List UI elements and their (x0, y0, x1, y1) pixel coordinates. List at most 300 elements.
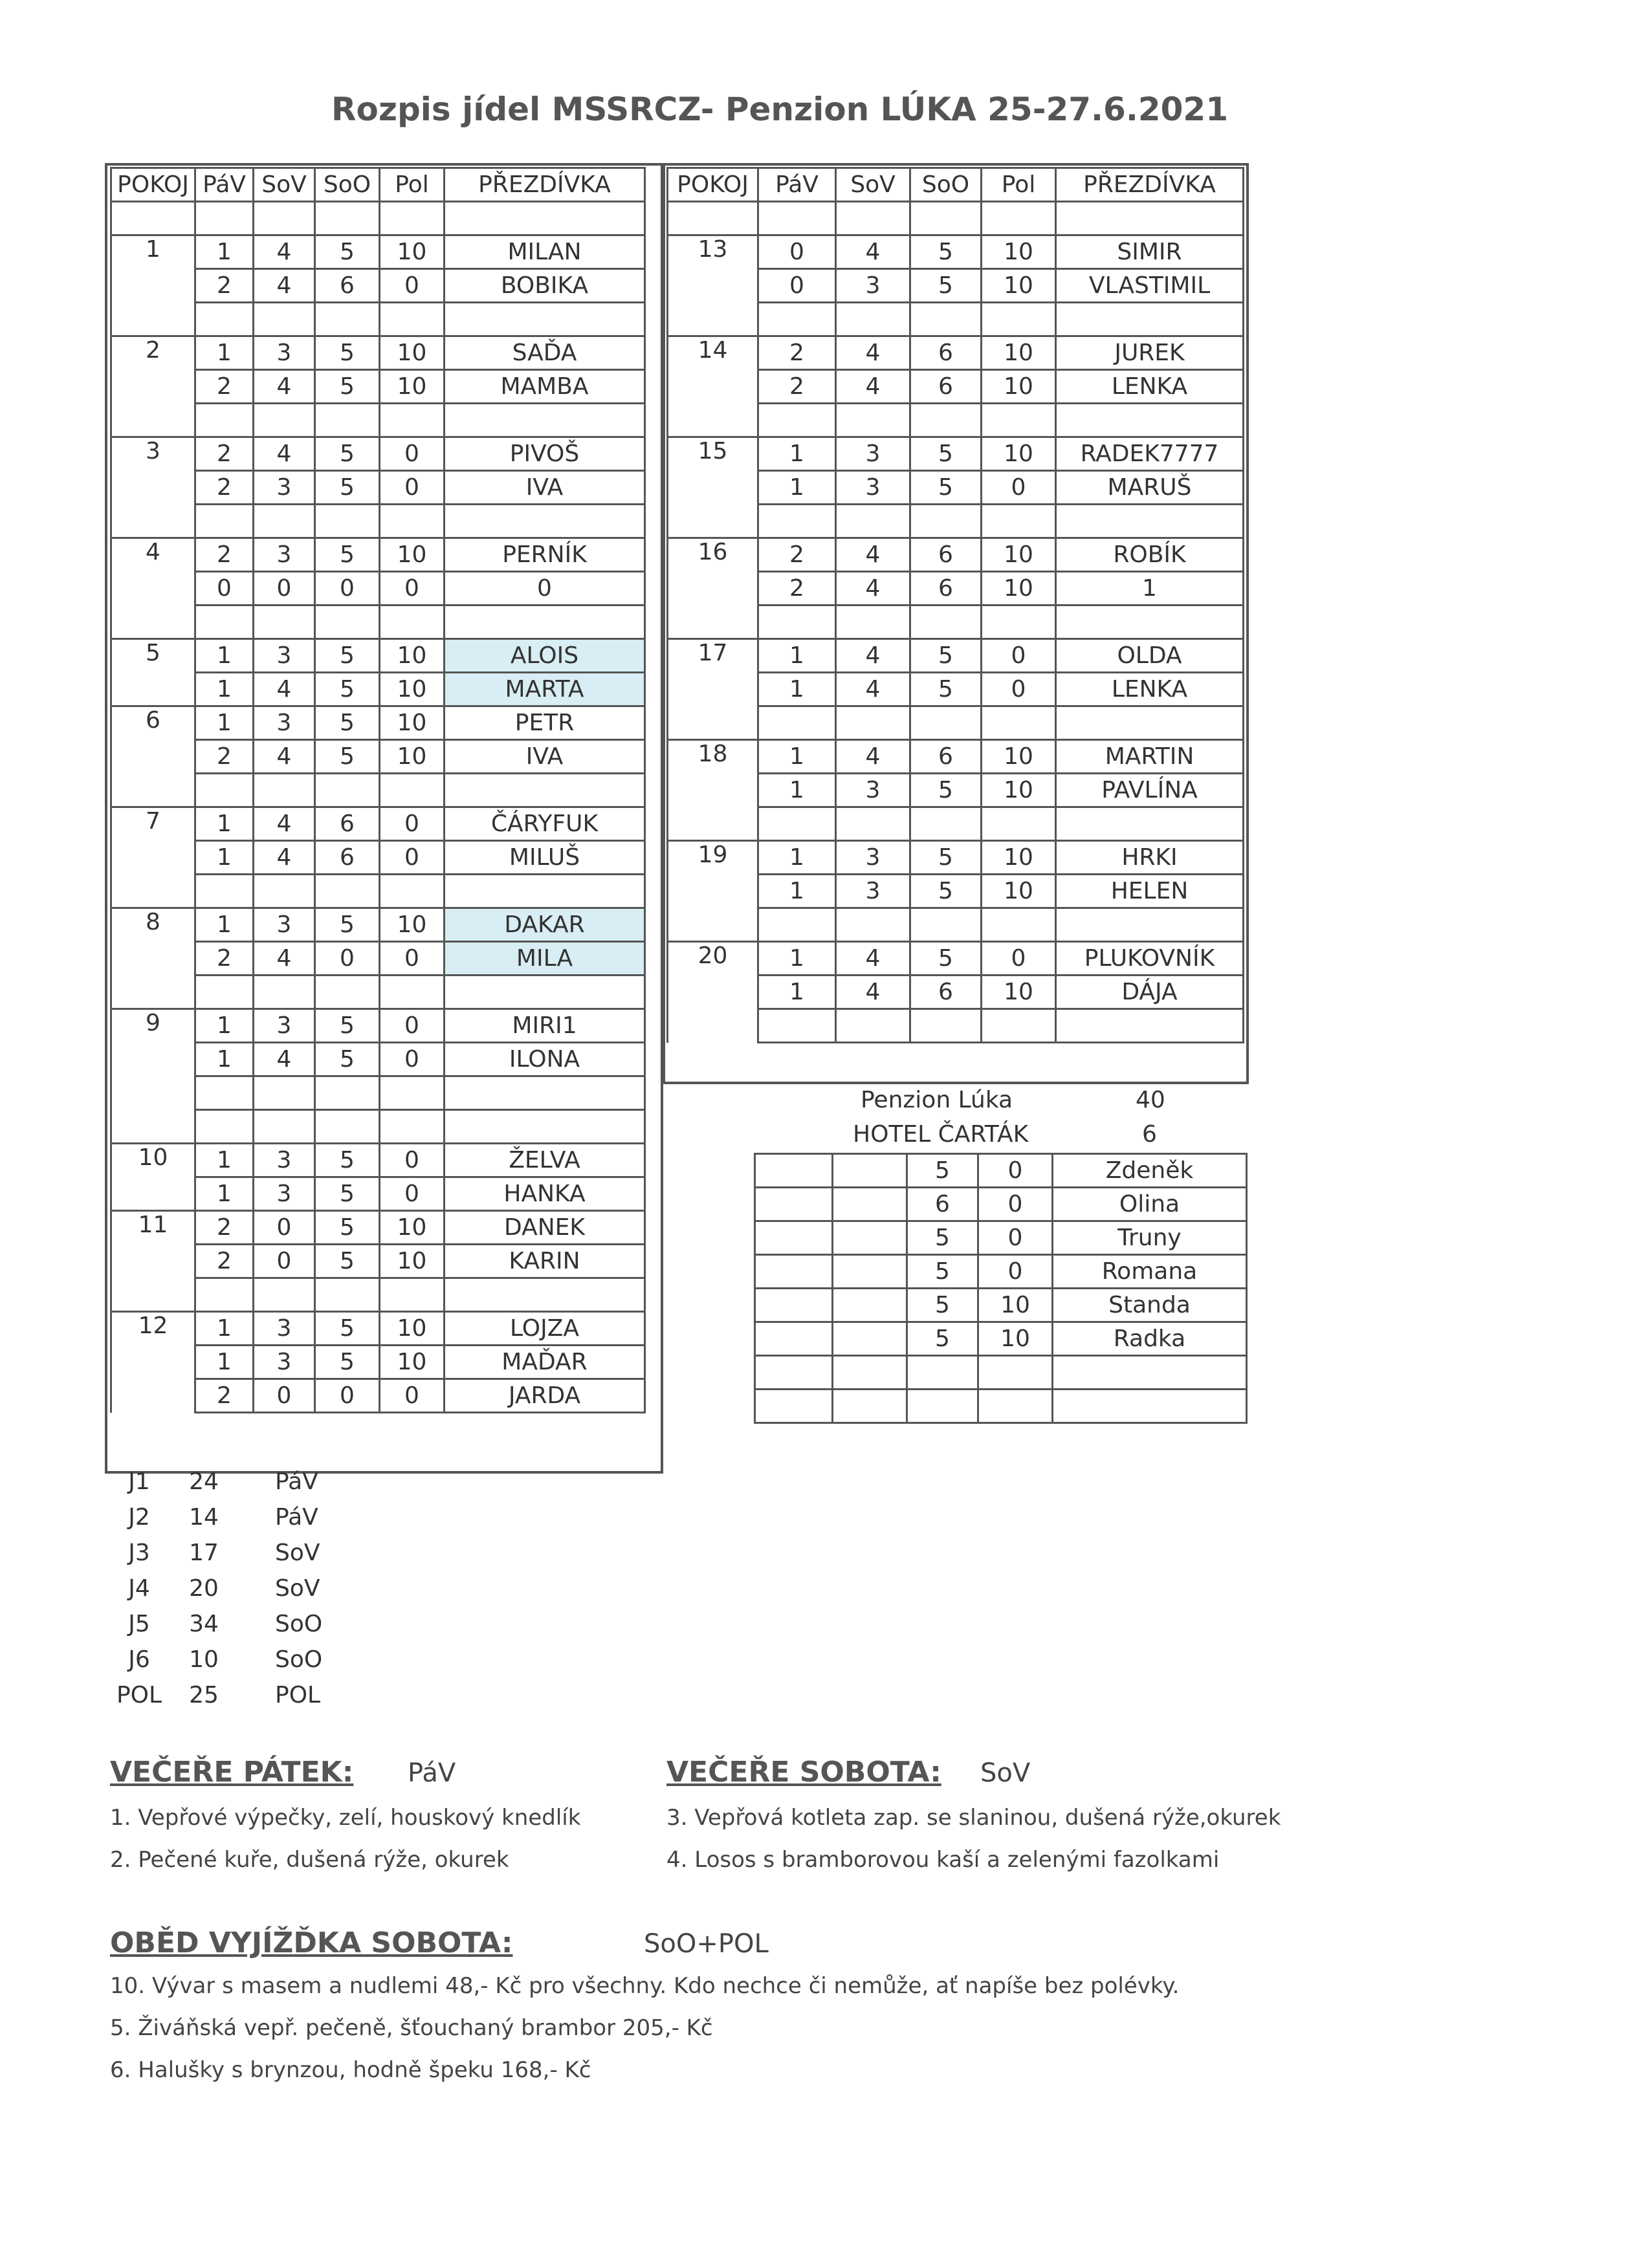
right-value-cell: 4 (836, 740, 910, 774)
left-value-cell (315, 1110, 380, 1144)
extra-cell: 10 (978, 1289, 1053, 1322)
left-value-cell: 4 (254, 942, 315, 976)
left-value-cell: 0 (380, 1009, 445, 1043)
left-nickname-cell: PERNÍK (445, 538, 645, 572)
left-value-cell: 5 (315, 370, 380, 404)
right-value-cell: 10 (982, 269, 1056, 303)
right-value-cell: 10 (982, 538, 1056, 572)
extra-cell (978, 1356, 1053, 1390)
left-value-cell: 3 (254, 471, 315, 505)
right-room-cell (668, 471, 758, 505)
extra-cell (833, 1188, 907, 1221)
left-header-cell: Pol (380, 168, 445, 202)
left-value-cell: 4 (254, 807, 315, 841)
left-nickname-cell: LOJZA (445, 1312, 645, 1346)
left-value-cell: 0 (315, 572, 380, 605)
extra-cell: 0 (978, 1221, 1053, 1255)
left-nickname-cell: ČÁRYFUK (445, 807, 645, 841)
table-row (755, 1356, 1247, 1390)
left-value-cell: 5 (315, 1177, 380, 1211)
table-row (111, 471, 645, 505)
table-row (111, 1312, 645, 1346)
left-header-cell: SoO (315, 168, 380, 202)
left-value-cell (315, 1076, 380, 1110)
extra-cell: Olina (1053, 1188, 1247, 1221)
right-value-cell: 5 (910, 841, 982, 875)
table-row (111, 1110, 645, 1144)
right-value-cell: 1 (758, 976, 836, 1009)
right-value-cell: 10 (982, 841, 1056, 875)
right-value-cell (758, 605, 836, 639)
left-room-cell (111, 1245, 195, 1278)
table-row (668, 336, 1244, 370)
right-value-cell (910, 605, 982, 639)
left-nickname-cell: IVA (445, 471, 645, 505)
left-value-cell: 3 (254, 1346, 315, 1379)
extra-cell: Romana (1053, 1255, 1247, 1289)
left-value-cell: 1 (195, 1346, 254, 1379)
left-value-cell: 4 (254, 1043, 315, 1076)
right-room-cell: 18 (668, 740, 758, 774)
left-room-cell (111, 841, 195, 875)
left-header-cell: POKOJ (111, 168, 195, 202)
right-value-cell: 10 (982, 774, 1056, 807)
right-value-cell (982, 202, 1056, 235)
left-value-cell: 4 (254, 235, 315, 269)
right-value-cell: 3 (836, 471, 910, 505)
saturday-dish-1: 3. Vepřová kotleta zap. se slaninou, dušená rýže,okurek (666, 1805, 1281, 1831)
left-room-cell (111, 202, 195, 235)
left-value-cell: 1 (195, 1043, 254, 1076)
right-nickname-cell: PAVLÍNA (1056, 774, 1244, 807)
summary-code: J1 (128, 1468, 150, 1495)
right-nickname-cell: JUREK (1056, 336, 1244, 370)
left-room-cell (111, 942, 195, 976)
right-value-cell: 0 (982, 639, 1056, 673)
summary-count: 24 (189, 1468, 219, 1495)
left-value-cell (195, 1076, 254, 1110)
left-value-cell: 5 (315, 1346, 380, 1379)
left-nickname-cell: PETR (445, 706, 645, 740)
right-nickname-cell (1056, 605, 1244, 639)
left-nickname-cell: JARDA (445, 1379, 645, 1413)
left-value-cell: 2 (195, 269, 254, 303)
left-value-cell: 1 (195, 908, 254, 942)
extra-cell: 5 (907, 1255, 978, 1289)
table-row (111, 673, 645, 706)
left-header-cell: SoV (254, 168, 315, 202)
summary-code: J5 (128, 1611, 150, 1637)
left-nickname-cell (445, 202, 645, 235)
table-row (111, 1379, 645, 1413)
right-room-cell: 19 (668, 841, 758, 875)
right-value-cell: 1 (758, 774, 836, 807)
right-room-cell (668, 202, 758, 235)
right-value-cell: 1 (758, 673, 836, 706)
left-room-cell (111, 1043, 195, 1076)
right-value-cell (982, 908, 1056, 942)
left-value-cell (195, 875, 254, 908)
left-room-cell (111, 605, 195, 639)
right-value-cell: 0 (758, 235, 836, 269)
left-header-cell: PŘEZDÍVKA (445, 168, 645, 202)
saturday-dinner-tag: SoV (980, 1758, 1031, 1788)
right-value-cell: 4 (836, 976, 910, 1009)
extra-cell (755, 1221, 833, 1255)
summary-meal: SoO (275, 1611, 323, 1637)
left-room-cell (111, 1278, 195, 1312)
summary-code: J4 (128, 1575, 150, 1602)
left-nickname-cell: HANKA (445, 1177, 645, 1211)
left-value-cell: 1 (195, 235, 254, 269)
right-value-cell (758, 706, 836, 740)
left-value-cell: 5 (315, 1312, 380, 1346)
right-nickname-cell (1056, 1009, 1244, 1043)
right-nickname-cell: MARUŠ (1056, 471, 1244, 505)
hotel-name-1: Penzion Lúka (861, 1087, 1013, 1113)
extra-cell (755, 1322, 833, 1356)
right-value-cell (910, 303, 982, 336)
left-nickname-cell (445, 505, 645, 538)
right-value-cell: 2 (758, 572, 836, 605)
table-row (668, 202, 1244, 235)
right-value-cell (836, 605, 910, 639)
left-value-cell: 3 (254, 908, 315, 942)
left-value-cell: 3 (254, 1144, 315, 1177)
left-value-cell (380, 605, 445, 639)
left-nickname-cell (445, 976, 645, 1009)
lunch-dish-3: 6. Halušky s brynzou, hodně špeku 168,- Kč (110, 2057, 591, 2083)
left-header-cell: PáV (195, 168, 254, 202)
left-value-cell: 0 (380, 471, 445, 505)
table-row (111, 1278, 645, 1312)
left-value-cell: 3 (254, 1009, 315, 1043)
right-nickname-cell (1056, 202, 1244, 235)
table-row (668, 875, 1244, 908)
right-value-cell (758, 202, 836, 235)
left-room-cell (111, 269, 195, 303)
lunch-heading: OBĚD VYJÍŽĎKA SOBOTA: (110, 1926, 513, 1959)
right-value-cell (836, 303, 910, 336)
summary-meal: PáV (275, 1468, 318, 1495)
left-value-cell (380, 303, 445, 336)
right-room-cell: 13 (668, 235, 758, 269)
right-value-cell (836, 505, 910, 538)
right-value-cell: 6 (910, 572, 982, 605)
extra-cell (755, 1255, 833, 1289)
table-row (111, 1043, 645, 1076)
left-value-cell: 10 (380, 370, 445, 404)
left-value-cell (380, 202, 445, 235)
left-value-cell: 0 (380, 942, 445, 976)
table-row (111, 1245, 645, 1278)
extra-cell (755, 1356, 833, 1390)
left-value-cell: 10 (380, 538, 445, 572)
left-room-cell (111, 572, 195, 605)
table-row (668, 841, 1244, 875)
left-value-cell (380, 1278, 445, 1312)
left-value-cell: 3 (254, 1312, 315, 1346)
right-value-cell: 10 (982, 875, 1056, 908)
table-row (755, 1188, 1247, 1221)
left-value-cell: 6 (315, 269, 380, 303)
left-value-cell: 5 (315, 1009, 380, 1043)
left-value-cell: 1 (195, 639, 254, 673)
right-value-cell: 10 (982, 235, 1056, 269)
right-value-cell: 2 (758, 370, 836, 404)
right-nickname-cell (1056, 505, 1244, 538)
left-value-cell: 0 (380, 437, 445, 471)
left-room-cell (111, 740, 195, 774)
right-value-cell: 0 (982, 471, 1056, 505)
summary-count: 34 (189, 1611, 219, 1637)
right-value-cell (758, 505, 836, 538)
right-value-cell: 0 (982, 673, 1056, 706)
right-value-cell: 5 (910, 235, 982, 269)
table-row (668, 639, 1244, 673)
right-nickname-cell: LENKA (1056, 673, 1244, 706)
right-room-cell (668, 976, 758, 1009)
left-value-cell: 3 (254, 1177, 315, 1211)
table-row (111, 1009, 645, 1043)
saturday-dinner-heading: VEČEŘE SOBOTA: (666, 1756, 941, 1789)
right-value-cell: 4 (836, 572, 910, 605)
right-value-cell: 1 (758, 437, 836, 471)
left-value-cell: 5 (315, 706, 380, 740)
left-room-cell (111, 1110, 195, 1144)
extra-cell: 0 (978, 1154, 1053, 1188)
extra-cell (755, 1289, 833, 1322)
table-row (668, 370, 1244, 404)
left-value-cell (254, 875, 315, 908)
table-row (755, 1390, 1247, 1423)
left-value-cell: 10 (380, 1312, 445, 1346)
right-value-cell (910, 505, 982, 538)
left-value-cell (315, 303, 380, 336)
summary-code: J3 (128, 1540, 150, 1566)
left-value-cell: 0 (380, 572, 445, 605)
left-value-cell (254, 404, 315, 437)
summary-count: 17 (189, 1540, 219, 1566)
left-value-cell (254, 202, 315, 235)
right-header-cell: PŘEZDÍVKA (1056, 168, 1244, 202)
right-value-cell: 10 (982, 572, 1056, 605)
left-value-cell: 3 (254, 639, 315, 673)
table-row (111, 336, 645, 370)
right-value-cell (982, 505, 1056, 538)
table-row (111, 639, 645, 673)
left-nickname-cell: BOBIKA (445, 269, 645, 303)
left-nickname-cell: MILUŠ (445, 841, 645, 875)
right-value-cell: 6 (910, 336, 982, 370)
left-nickname-cell: MAĎAR (445, 1346, 645, 1379)
left-value-cell: 10 (380, 235, 445, 269)
left-value-cell: 0 (380, 1144, 445, 1177)
left-value-cell: 1 (195, 1177, 254, 1211)
right-room-cell (668, 706, 758, 740)
left-value-cell: 2 (195, 538, 254, 572)
left-room-cell: 2 (111, 336, 195, 370)
table-row (111, 505, 645, 538)
table-row (668, 471, 1244, 505)
extra-cell (1053, 1390, 1247, 1423)
left-room-cell (111, 505, 195, 538)
right-value-cell (758, 404, 836, 437)
left-value-cell: 6 (315, 841, 380, 875)
right-nickname-cell: DÁJA (1056, 976, 1244, 1009)
summary-count: 25 (189, 1682, 219, 1708)
page-title: Rozpis jídel MSSRCZ- Penzion LÚKA 25-27.6.2021 (331, 91, 1228, 128)
right-room-cell: 17 (668, 639, 758, 673)
right-nickname-cell: SIMIR (1056, 235, 1244, 269)
left-nickname-cell (445, 875, 645, 908)
left-value-cell: 5 (315, 235, 380, 269)
left-nickname-cell (445, 303, 645, 336)
right-value-cell (758, 807, 836, 841)
summary-count: 14 (189, 1504, 219, 1531)
left-value-cell (195, 774, 254, 807)
left-nickname-cell: 0 (445, 572, 645, 605)
right-nickname-cell: PLUKOVNÍK (1056, 942, 1244, 976)
right-value-cell: 6 (910, 538, 982, 572)
extra-cell: 0 (978, 1188, 1053, 1221)
hotel-count-1: 40 (1136, 1087, 1165, 1113)
table-row (111, 202, 645, 235)
left-value-cell: 4 (254, 269, 315, 303)
left-value-cell (254, 976, 315, 1009)
right-value-cell: 3 (836, 875, 910, 908)
right-value-cell (758, 1009, 836, 1043)
left-nickname-cell (445, 1076, 645, 1110)
extra-cell (833, 1356, 907, 1390)
left-nickname-cell: KARIN (445, 1245, 645, 1278)
left-value-cell: 5 (315, 639, 380, 673)
lunch-dish-1: 10. Vývar s masem a nudlemi 48,- Kč pro všechny. Kdo nechce či nemůže, ať napíše bez polévky. (110, 1973, 1180, 1999)
table-row (111, 976, 645, 1009)
left-value-cell: 3 (254, 538, 315, 572)
right-value-cell: 4 (836, 370, 910, 404)
extra-cell: 0 (978, 1255, 1053, 1289)
right-room-cell (668, 807, 758, 841)
table-row (111, 706, 645, 740)
extra-cell (1053, 1356, 1247, 1390)
right-room-cell: 15 (668, 437, 758, 471)
right-value-cell (982, 605, 1056, 639)
right-value-cell: 5 (910, 437, 982, 471)
table-row (111, 1076, 645, 1110)
table-row (755, 1255, 1247, 1289)
left-value-cell: 10 (380, 706, 445, 740)
left-value-cell: 4 (254, 673, 315, 706)
extra-cell: Radka (1053, 1322, 1247, 1356)
left-value-cell: 5 (315, 538, 380, 572)
left-nickname-cell (445, 1110, 645, 1144)
right-value-cell: 4 (836, 639, 910, 673)
friday-dinner-heading: VEČEŘE PÁTEK: (110, 1756, 354, 1789)
left-value-cell (315, 605, 380, 639)
left-room-cell: 3 (111, 437, 195, 471)
left-value-cell: 0 (380, 1043, 445, 1076)
right-value-cell (910, 908, 982, 942)
left-value-cell (315, 1278, 380, 1312)
left-value-cell: 0 (380, 269, 445, 303)
right-room-cell: 14 (668, 336, 758, 370)
table-row (111, 875, 645, 908)
left-value-cell: 0 (380, 1379, 445, 1413)
left-value-cell (315, 505, 380, 538)
left-value-cell: 6 (315, 807, 380, 841)
extra-cell: 6 (907, 1188, 978, 1221)
left-room-cell: 11 (111, 1211, 195, 1245)
left-room-cell: 6 (111, 706, 195, 740)
left-value-cell: 10 (380, 908, 445, 942)
left-value-cell (195, 976, 254, 1009)
left-nickname-cell: MILA (445, 942, 645, 976)
right-room-cell (668, 269, 758, 303)
left-room-cell (111, 404, 195, 437)
right-value-cell: 6 (910, 370, 982, 404)
table-row (668, 908, 1244, 942)
left-room-cell (111, 774, 195, 807)
right-nickname-cell: MARTIN (1056, 740, 1244, 774)
table-row (755, 1322, 1247, 1356)
right-value-cell: 10 (982, 437, 1056, 471)
right-value-cell: 3 (836, 437, 910, 471)
left-value-cell: 1 (195, 1144, 254, 1177)
summary-code: POL (116, 1682, 162, 1708)
right-value-cell: 4 (836, 673, 910, 706)
right-value-cell: 10 (982, 370, 1056, 404)
right-nickname-cell (1056, 404, 1244, 437)
left-nickname-cell: MARTA (445, 673, 645, 706)
left-value-cell (315, 875, 380, 908)
right-value-cell: 2 (758, 538, 836, 572)
left-nickname-cell (445, 404, 645, 437)
right-room-cell (668, 908, 758, 942)
left-value-cell (380, 774, 445, 807)
left-value-cell: 10 (380, 673, 445, 706)
left-value-cell: 1 (195, 673, 254, 706)
left-value-cell: 0 (254, 1211, 315, 1245)
extra-cell: Zdeněk (1053, 1154, 1247, 1188)
hotel-name-2: HOTEL ČARTÁK (853, 1121, 1029, 1148)
left-value-cell (380, 875, 445, 908)
left-value-cell: 10 (380, 639, 445, 673)
left-value-cell (195, 202, 254, 235)
left-value-cell: 0 (315, 1379, 380, 1413)
table-row (668, 538, 1244, 572)
right-value-cell (982, 303, 1056, 336)
right-room-cell: 20 (668, 942, 758, 976)
left-value-cell (315, 774, 380, 807)
left-value-cell: 10 (380, 336, 445, 370)
left-value-cell: 3 (254, 706, 315, 740)
table-row (111, 538, 645, 572)
right-value-cell: 2 (758, 336, 836, 370)
right-value-cell: 1 (758, 471, 836, 505)
table-row (111, 942, 645, 976)
right-value-cell: 0 (758, 269, 836, 303)
table-row (668, 303, 1244, 336)
table-row (668, 572, 1244, 605)
right-value-cell: 5 (910, 774, 982, 807)
left-value-cell: 10 (380, 1211, 445, 1245)
table-row (668, 404, 1244, 437)
left-room-cell (111, 471, 195, 505)
right-value-cell: 4 (836, 235, 910, 269)
right-value-cell: 5 (910, 673, 982, 706)
table-row (111, 572, 645, 605)
